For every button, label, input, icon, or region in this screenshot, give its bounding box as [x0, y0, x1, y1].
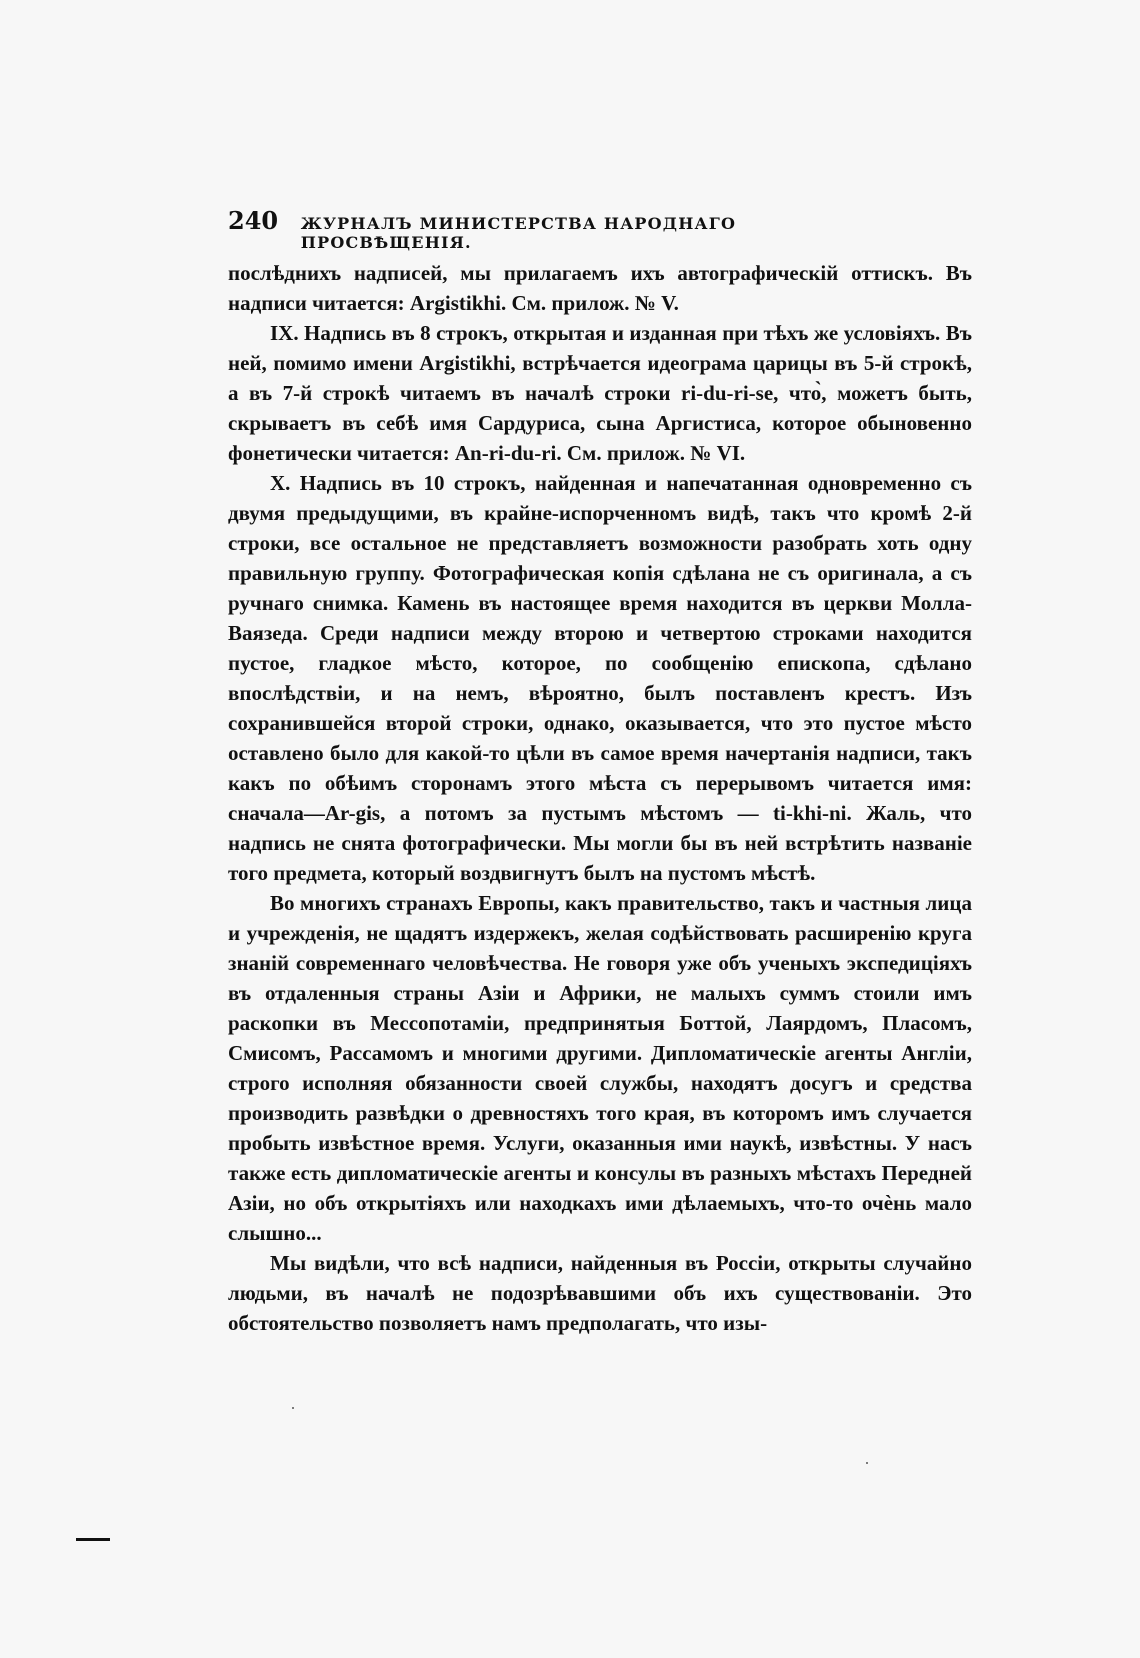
- paragraph-russia: Мы видѣли, что всѣ надписи, найденныя въ Россіи, открыты случайно людьми, въ началѣ не подозрѣвавшими объ ихъ существованіи. Это обстоятельство позволяетъ намъ предполагать, что изы-: [228, 1251, 972, 1335]
- margin-mark: [76, 1538, 110, 1541]
- paragraph-europe: Во многихъ странахъ Европы, какъ правительство, такъ и частныя лица и учрежденія, не щадятъ издержекъ, желая содѣйствовать расширенію круга знаній современнаго человѣчества. Не говоря уже объ ученыхъ экспедиціяхъ въ отдаленныя страны Азіи и Африки, не малыхъ суммъ стоили имъ раскопки въ Мессопотаміи, предпринятыя Боттой, Лаярдомъ, Пласомъ, Смисомъ, Рассамомъ и многими другими. Дипломатическіе агенты Англіи, строго исполняя обязанности своей службы, находятъ досугъ и средства производить развѣдки о древностяхъ того края, въ которомъ имъ случается пробыть извѣстное время. Услуги, оказанныя ими наукѣ, извѣстны. У насъ также есть дипломатическіе агенты и консулы въ разныхъ мѣстахъ Передней Азіи, но объ открытіяхъ или находкахъ ими дѣлаемыхъ, что-то очѐнь мало слышно...: [228, 891, 972, 1245]
- scan-speck: [866, 1462, 868, 1464]
- scan-speck: [292, 1407, 294, 1409]
- body-text: [228, 258, 972, 1338]
- paragraph-inscription-ix: IX. Надпись въ 8 строкъ, открытая и изданная при тѣхъ же условіяхъ. Въ ней, помимо имени Argistikhi, встрѣчается идеограма царицы въ 5-й строкѣ, а въ 7-й строкѣ читаемъ въ началѣ строки ri-du-ri-se, что̀, можетъ быть, скрываетъ въ себѣ имя Сардуриса, сына Аргистиса, которое обыновенно фонетически читается: An-ri-du-ri. См. прилож. № VI.: [228, 321, 972, 465]
- paragraph-continuation: послѣднихъ надписей, мы прилагаемъ ихъ автографическій оттискъ. Въ надписи читается: Argistikhi. См. прилож. № V.: [228, 261, 972, 315]
- journal-title: ЖУРНАЛЪ МИНИСТЕРСТВА НАРОДНАГО ПРОСВѢЩЕНІЯ.: [300, 214, 737, 252]
- paragraph-inscription-x: X. Надпись въ 10 строкъ, найденная и напечатанная одновременно съ двумя предыдущими, въ крайне-испорченномъ видѣ, такъ что кромѣ 2-й строки, все остальное не представляетъ возможности разобрать хоть одну правильную группу. Фотографическая копія сдѣлана не съ оригинала, а съ ручнаго снимка. Камень въ настоящее время находится въ церкви Молла-Ваязеда. Среди надписи между второю и четвертою строками находится пустое, гладкое мѣсто, которое, по сообщенію епископа, сдѣлано впослѣдствіи, и на немъ, вѣроятно, былъ поставленъ крестъ. Изъ сохранившейся второй строки, однако, оказывается, что это пустое мѣсто оставлено было для какой-то цѣли въ самое время начертанія надписи, такъ какъ по обѣимъ сторонамъ этого мѣста съ перерывомъ читается имя: сначала—Ar-gis, а потомъ за пустымъ мѣстомъ — ti-khi-ni. Жаль, что надпись не снята фотографически. Мы могли бы въ ней встрѣтить названіе того предмета, который воздвигнутъ былъ на пустомъ мѣстѣ.: [228, 471, 972, 885]
- running-head: [228, 206, 888, 252]
- page-number: 240: [228, 206, 279, 235]
